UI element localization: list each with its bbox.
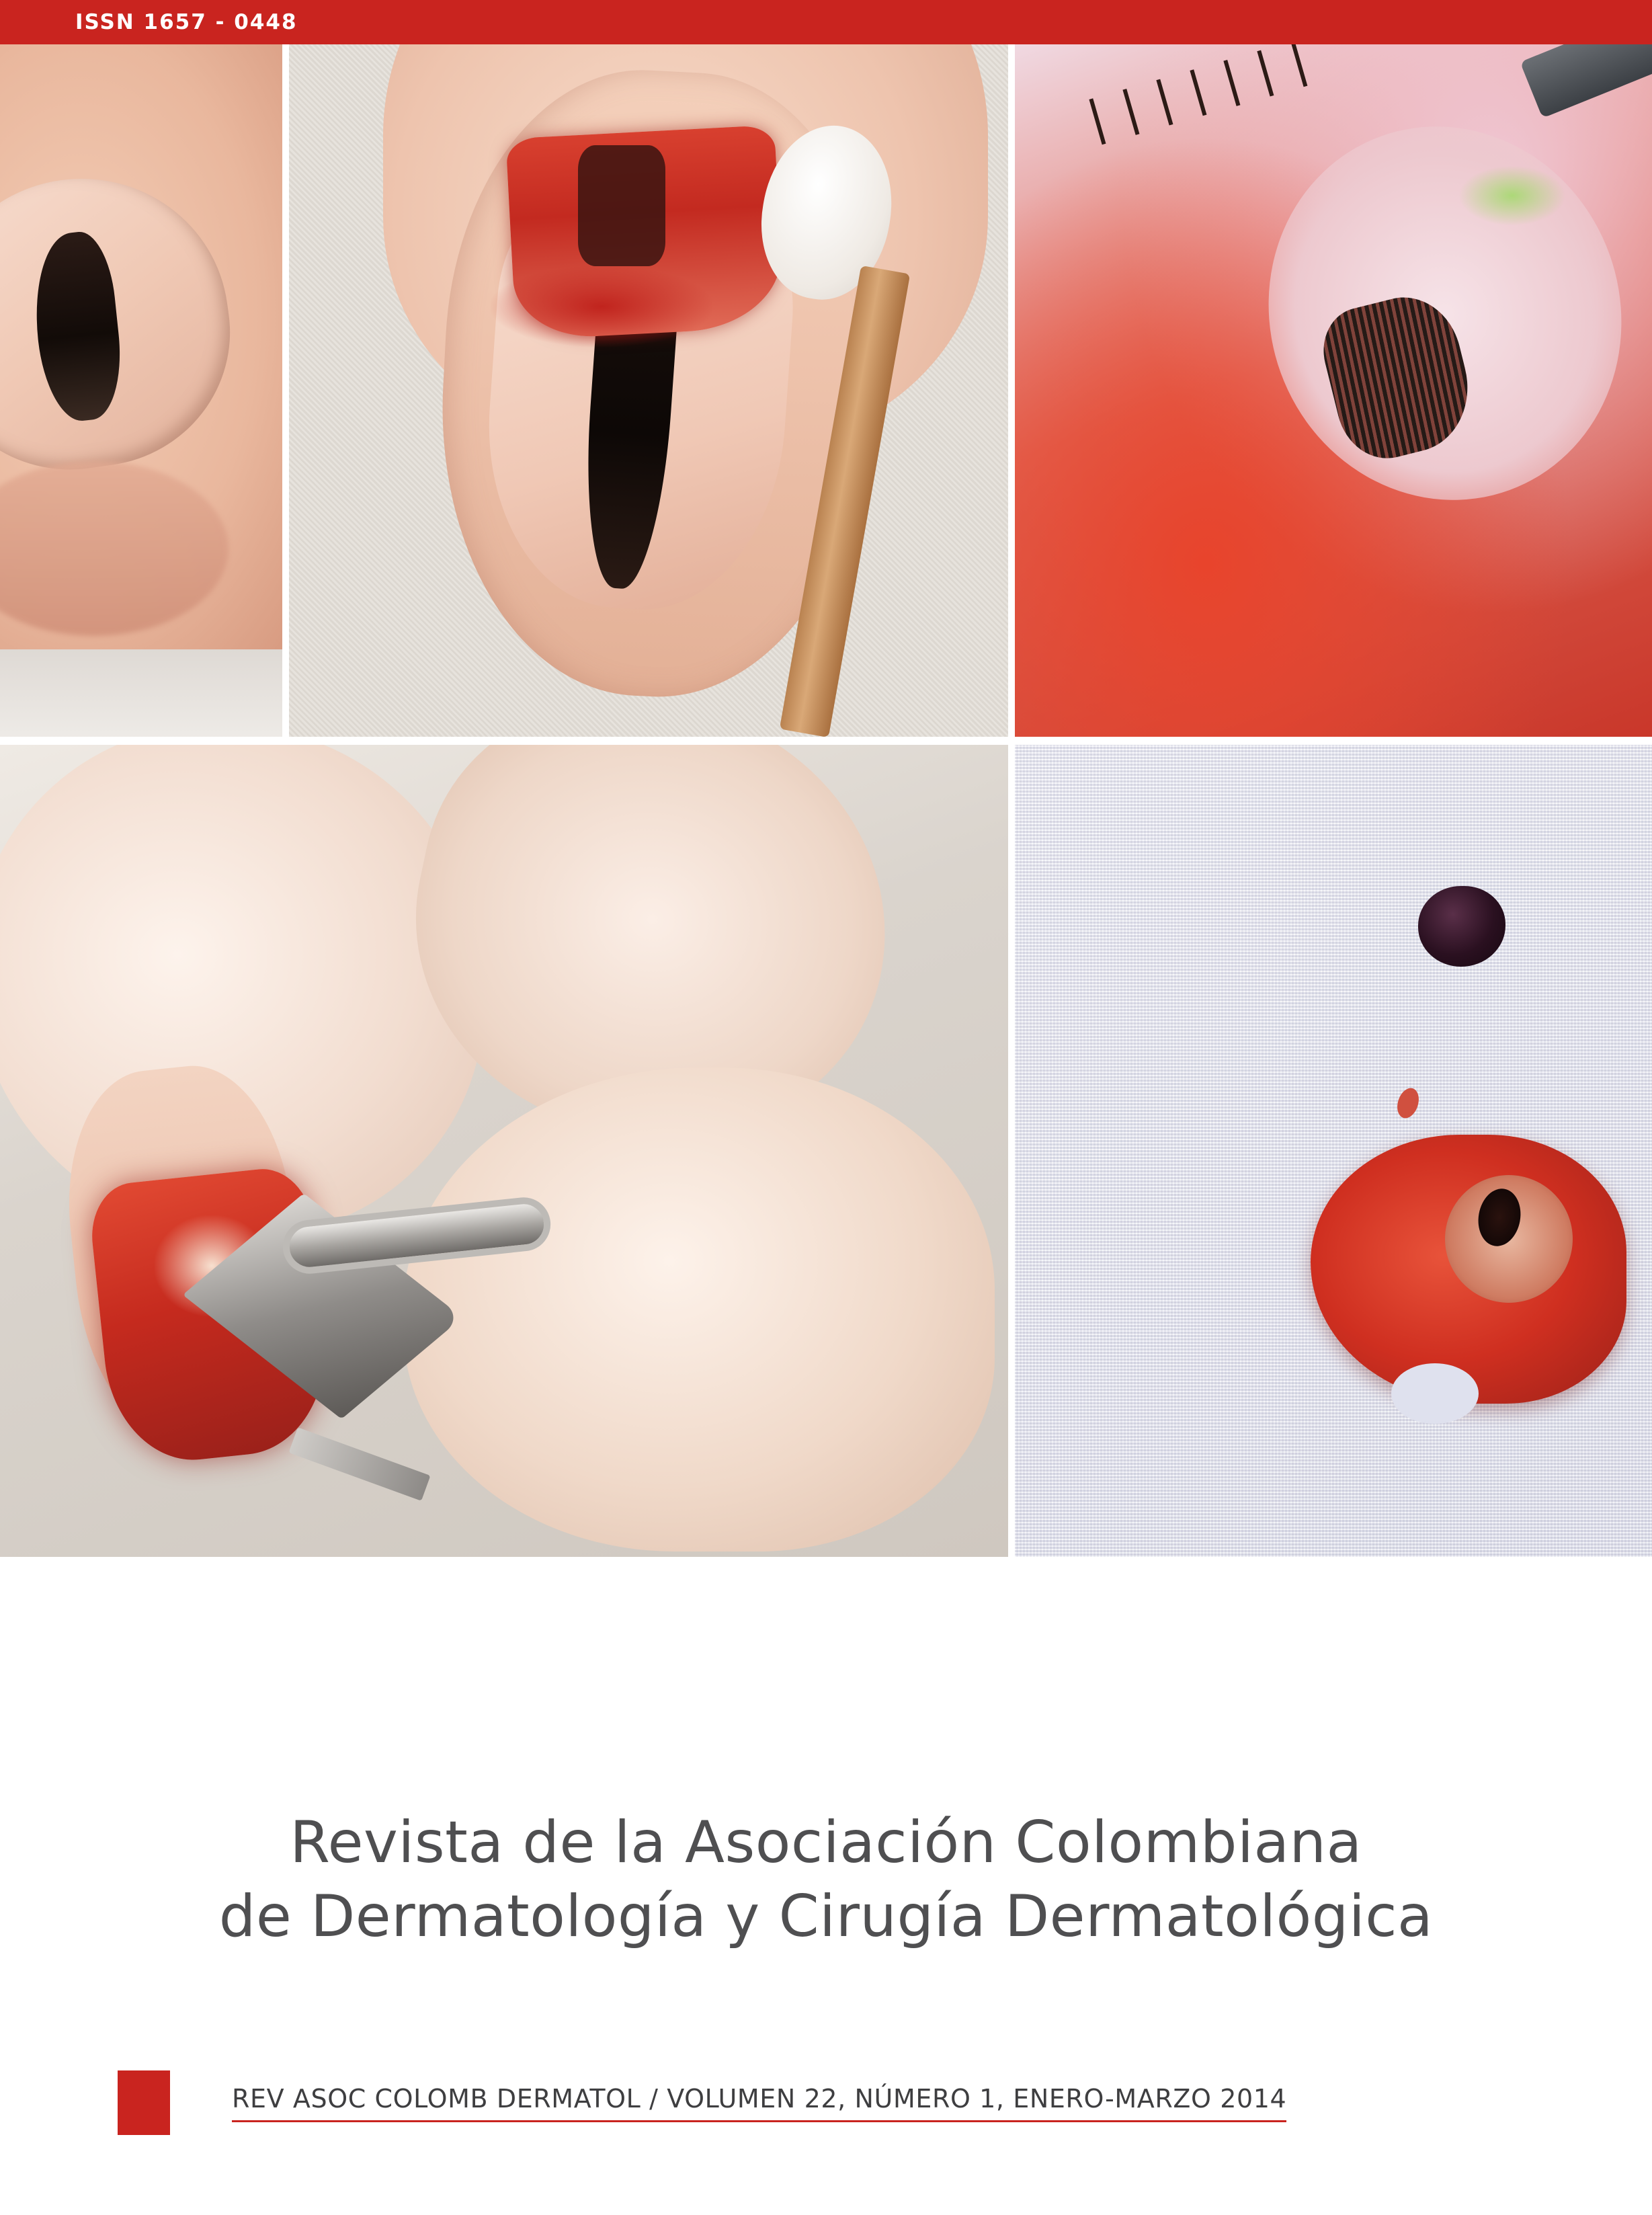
photo-excision-forceps-scalpel — [0, 745, 1008, 1557]
specimen-notch — [1391, 1363, 1479, 1424]
photo-nail-avulsion-swab — [289, 44, 1008, 737]
page-title — [0, 1806, 1652, 1954]
light-reflection — [1458, 165, 1566, 226]
gloved-hand-lower-right — [403, 1068, 995, 1552]
journal-title-line-1: Revista de la Asociación Colombiana — [290, 1809, 1362, 1876]
footer-rule — [232, 2084, 1286, 2122]
blood-area — [491, 266, 712, 347]
issn-band — [0, 0, 1652, 44]
matrix-pigmentation — [578, 145, 665, 266]
photo-toe-melanonychia — [0, 44, 282, 737]
surgical-drape — [0, 649, 282, 737]
footer-accent-block — [118, 2070, 170, 2135]
pigmented-fragment — [1418, 886, 1505, 967]
issn-text: ISSN 1657 - 0448 — [75, 10, 298, 34]
cover-photo-grid — [0, 44, 1652, 1557]
issue-citation: REV ASOC COLOMB DERMATOL / VOLUMEN 22, NÚMERO 1, ENERO-MARZO 2014 — [232, 2083, 1287, 2113]
photo-excised-specimen-gauze — [1015, 745, 1652, 1557]
footer — [118, 2070, 1287, 2135]
journal-title-line-2: de Dermatología y Cirugía Dermatológica — [218, 1883, 1434, 1951]
photo-intraoperative-dermatoscopy — [1015, 44, 1652, 737]
